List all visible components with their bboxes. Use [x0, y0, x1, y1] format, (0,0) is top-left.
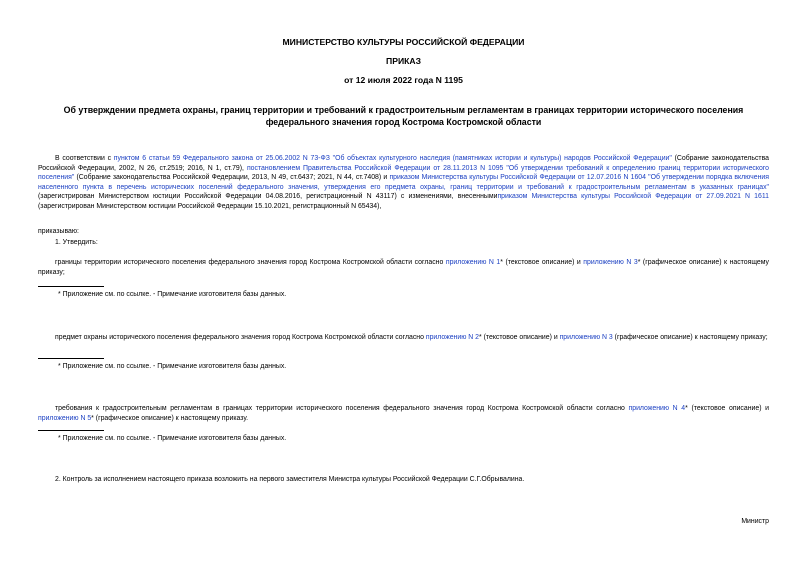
block3-text-3: * (графическое описание) к настоящему приказу.	[91, 414, 249, 422]
link-appendix-3[interactable]: приложению N 3	[583, 259, 638, 266]
block2-text-2: * (текстовое описание) и	[479, 334, 560, 341]
date-number-heading: от 12 июля 2022 года N 1195	[344, 75, 463, 85]
link-appendix-4[interactable]: приложению N 4	[628, 405, 686, 412]
link-ministry-order-1604[interactable]: приказом Министерства культуры Российской Федерации от 12.07.2016 N 1604 "Об утверждении порядка включения населенного пункта в перечень исторических поселений федерального значения, утверждения его предмета охраны, границ территории и требований к градостроительным регламентам в указанных границах"	[38, 174, 769, 191]
block-borders	[38, 258, 769, 277]
link-appendix-1[interactable]: приложению N 1	[445, 259, 501, 266]
block-protection-subject	[38, 333, 769, 343]
title-line-2: федерального значения город Кострома Костромской области	[265, 117, 542, 127]
link-federal-law[interactable]: пунктом 6 статьи 59 Федерального закона от 25.06.2002 N 73-ФЗ "Об объектах культурного наследия (памятниках истории и культуры) народов Российской Федерации"	[113, 155, 672, 162]
preamble-text-2: (Собрание законодательства Российской Федерации, 2002, N 26, ст.2519; 2016, N 1, ст.79),	[38, 155, 770, 172]
item-1-label: 1. Утвердить:	[55, 239, 98, 246]
preamble-text-4: (зарегистрирован Министерством юстиции Российской Федерации 04.08.2016, регистрационный N 43117) с изменениями, внесенными	[38, 193, 498, 201]
preamble-paragraph	[38, 154, 769, 212]
document-title	[58, 104, 749, 128]
footnote-3: * Приложение см. по ссылке. - Примечание изготовителя базы данных.	[58, 435, 287, 442]
order-word: приказываю:	[38, 228, 79, 235]
block1-text-2: * (текстовое описание) и	[500, 259, 584, 266]
preamble-text-5: (зарегистрирован Министерством юстиции Российской Федерации 15.10.2021, регистрационный N 65434),	[38, 202, 382, 210]
block-regulations	[38, 404, 769, 423]
block2-text-1: предмет охраны исторического поселения федерального значения город Кострома Костромской области согласно	[55, 334, 426, 341]
preamble-text-1: В соответствии с	[55, 155, 114, 162]
link-appendix-2[interactable]: приложению N 2	[425, 334, 480, 341]
block2-text-3: (графическое описание) к настоящему приказу;	[612, 334, 768, 341]
footnote-divider	[38, 358, 104, 359]
title-line-1: Об утверждении предмета охраны, границ территории и требований к градостроительным регламентам в границах территории исторического поселения	[63, 105, 744, 115]
doc-type-heading: ПРИКАЗ	[386, 56, 421, 66]
link-appendix-5[interactable]: приложению N 5	[38, 414, 92, 422]
link-appendix-3-b[interactable]: приложению N 3	[559, 334, 613, 341]
footnote-2: * Приложение см. по ссылке. - Примечание изготовителя базы данных.	[58, 363, 287, 370]
block3-text-1: требования к градостроительным регламентам в границах территории исторического поселения федерального значения город Кострома Костромской области согласно	[55, 405, 629, 412]
footnote-1: * Приложение см. по ссылке. - Примечание изготовителя базы данных.	[58, 291, 287, 298]
block3-text-2: * (текстовое описание) и	[685, 405, 769, 412]
ministry-heading: МИНИСТЕРСТВО КУЛЬТУРЫ РОССИЙСКОЙ ФЕДЕРАЦИИ	[282, 37, 525, 47]
preamble-text-3: (Собрание законодательства Российской Федерации, 2013, N 49, ст.6437; 2021, N 44, ст.7408) и	[74, 174, 390, 182]
footnote-divider	[38, 286, 104, 287]
block1-text-1: границы территории исторического поселения федерального значения город Кострома Костромской области согласно	[55, 259, 446, 266]
item-2: 2. Контроль за исполнением настоящего приказа возложить на первого заместителя Министра культуры Российской Федерации С.Г.Обрывалина.	[55, 476, 525, 483]
footnote-divider	[38, 430, 104, 431]
link-government-decree[interactable]: постановлением Правительства Российской Федерации от 28.11.2013 N 1095 "Об утверждении требований к определению границ территории исторического поселения"	[38, 164, 769, 182]
link-ministry-order-1611[interactable]: приказом Министерства культуры Российской Федерации от 27.09.2021 N 1611	[497, 193, 769, 201]
block1-text-3: * (графическое описание) к настоящему приказу;	[38, 259, 770, 276]
signature-position: Министр	[741, 518, 769, 525]
